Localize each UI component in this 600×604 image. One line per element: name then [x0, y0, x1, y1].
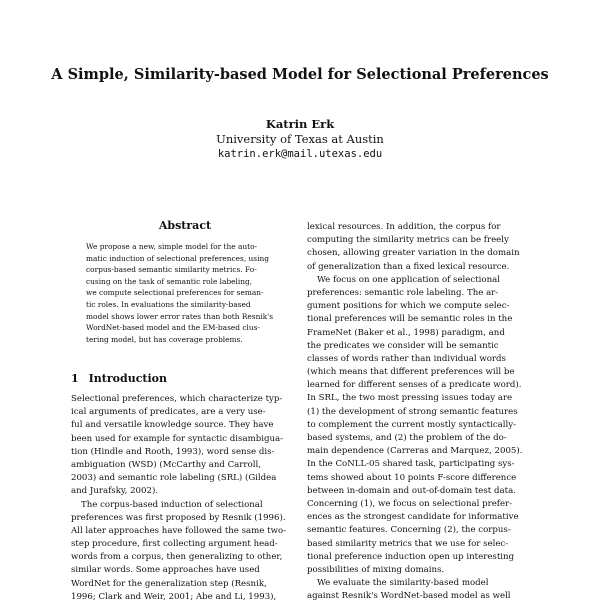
text-line: gument positions for which we compute selec- [307, 301, 510, 312]
author-block [0, 117, 600, 162]
text-line: tional preference induction open up interesting [307, 551, 515, 562]
author-email[interactable]: katrin.erk@mail.utexas.edu [217, 148, 383, 160]
abstract-line: We propose a new, simple model for the auto- [86, 242, 258, 251]
paper-title: A Simple, Similarity-based Model for Selectional Preferences [51, 66, 549, 83]
abstract-line: WordNet-based model and the EM-based clus- [86, 323, 260, 333]
text-line: Selectional preferences, which characterize typ- [71, 394, 283, 404]
text-line: possibilities of mixing domains. [307, 564, 445, 575]
author-name: Katrin Erk [265, 117, 335, 131]
text-line: WordNet for the generalization step (Resnik, [71, 578, 267, 589]
text-line: 1996; Clark and Weir, 2001; Abe and Li, 1993), [71, 591, 277, 602]
text-line: Concerning (1), we focus on selectional prefer- [307, 498, 513, 509]
text-line: In the CoNLL-05 shared task, participating sys- [307, 459, 515, 470]
text-line: semantic features. Concerning (2), the corpus- [307, 525, 511, 536]
text-line: classes of words rather than individual words [307, 353, 506, 364]
text-line: tional preferences will be semantic roles in the [307, 314, 513, 325]
abstract-line: corpus-based semantic similarity metrics. Fo- [86, 265, 257, 275]
text-line: similar words. Some approaches have used [71, 565, 260, 576]
text-line: (1) the development of strong semantic features [307, 406, 518, 417]
text-line: 2003) and semantic role labeling (SRL) (Gildea [71, 473, 277, 484]
text-line: learned for different senses of a predicate word). [307, 380, 522, 391]
text-line: We focus on one application of selectional [317, 274, 500, 285]
text-line: All later approaches have followed the same two- [71, 525, 287, 536]
abstract-body [86, 241, 282, 345]
text-line: main dependence (Carreras and Marquez, 2005). [307, 446, 523, 457]
text-line: the predicates we consider will be semantic [307, 340, 499, 351]
text-line: based similarity metrics that we use for selec- [307, 538, 509, 549]
text-line: of generalization than a fixed lexical resource. [307, 261, 510, 272]
abstract-line: matic induction of selectional preferences, using [86, 253, 269, 263]
text-line: ful and versatile knowledge source. They have [71, 420, 274, 431]
text-line: preferences was first proposed by Resnik (1996). [71, 512, 286, 523]
left-column-text [71, 393, 297, 604]
text-line: lexical resources. In addition, the corpus for [307, 222, 501, 232]
right-column-text [307, 221, 533, 603]
text-line: preferences: semantic role labeling. The ar- [307, 287, 499, 298]
abstract-line: cusing on the task of semantic role labeling, [86, 276, 253, 286]
abstract-line: we compute selectional preferences for seman- [86, 288, 264, 298]
text-line: to complement the current mostly syntactically- [307, 419, 517, 430]
text-line: We evaluate the similarity-based model [317, 578, 489, 589]
text-line: The corpus-based induction of selectional [81, 499, 263, 510]
abstract-line: tering model, but has coverage problems. [86, 334, 243, 344]
text-line: words from a corpus, then generalizing to other, [71, 552, 283, 563]
text-line: step procedure, first collecting argument head- [71, 539, 278, 550]
abstract-line: model shows lower error rates than both Resnik's [86, 311, 273, 321]
text-line: computing the similarity metrics can be freely [307, 235, 509, 246]
author-affiliation: University of Texas at Austin [216, 132, 384, 146]
text-line: been used for example for syntactic disambigua- [71, 433, 284, 444]
text-line: tion (Hindle and Rooth, 1993), word sense dis- [71, 446, 275, 457]
text-line: based systems, and (2) the problem of the do- [307, 433, 507, 443]
abstract-heading: Abstract [158, 219, 212, 232]
text-line: between in-domain and out-of-domain test data. [307, 485, 516, 496]
text-line: In SRL, the two most pressing issues today are [307, 393, 513, 404]
text-line: chosen, allowing greater variation in the domain [307, 248, 520, 259]
text-line: against Resnik's WordNet-based model as well [307, 591, 511, 602]
text-line: ambiguation (WSD) (McCarthy and Carroll, [71, 459, 261, 470]
section-title: Introduction [88, 372, 167, 385]
text-line: and Jurafsky, 2002). [71, 486, 159, 497]
text-line: ical arguments of predicates, are a very use- [71, 407, 266, 418]
section-heading-introduction [71, 372, 167, 385]
section-number: 1 [71, 372, 79, 385]
text-line: tems showed about 10 points F-score difference [307, 472, 517, 483]
abstract-line: tic roles. In evaluations the similarity-based [86, 299, 251, 309]
text-line: (which means that different preferences will be [307, 367, 515, 378]
text-line: ences as the strongest candidate for informative [307, 512, 519, 523]
text-line: FrameNet (Baker et al., 1998) paradigm, and [307, 327, 505, 338]
